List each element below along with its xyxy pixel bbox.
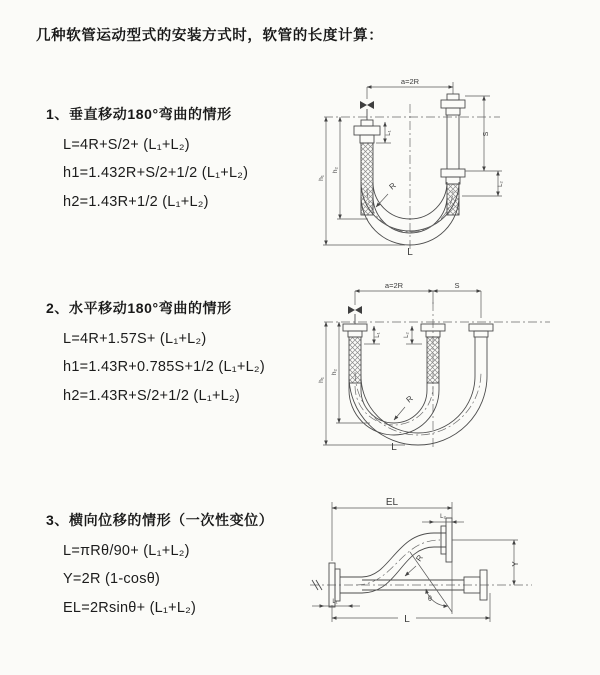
- diagram-lateral-displacement: [304, 494, 539, 629]
- dim-l1-label: L₁: [386, 130, 392, 136]
- diagram-vertical-180-bend: [308, 74, 558, 259]
- dim-h1-label: h₁: [318, 377, 325, 383]
- section-3-heading: 3、横向位移的情形（一次性变位）: [46, 512, 274, 528]
- dimension-l2: [404, 326, 422, 344]
- dim-s-label: S: [483, 131, 490, 137]
- section-1-heading: 1、垂直移动180°弯曲的情形: [46, 106, 232, 122]
- formula-l: L=4R+S/2+ (L₁+L₂): [63, 136, 190, 153]
- dimension-l2: [462, 171, 504, 196]
- radius-leader: [376, 181, 398, 207]
- radius-label: R: [404, 393, 415, 405]
- angle-theta-label: θ: [428, 596, 432, 603]
- dim-y-label: Y: [511, 561, 520, 567]
- section-1: [46, 104, 248, 210]
- section-3: [46, 510, 273, 616]
- left-pipe-flange: [354, 120, 380, 215]
- dimension-l2: [422, 514, 464, 522]
- radius-leader: [405, 553, 425, 576]
- formula-h1: h1=1.432R+S/2+1/2 (L₁+L₂): [63, 165, 249, 181]
- dim-l2-label: L₂: [404, 332, 410, 338]
- radius-leader: [394, 394, 415, 420]
- formula-l: L=4R+1.57S+ (L₁+L₂): [63, 330, 207, 347]
- dim-l-label: L: [404, 614, 410, 625]
- section-2: [46, 298, 265, 404]
- valve-icon: [348, 306, 362, 324]
- dim-l1-label: L₁: [375, 332, 381, 338]
- length-label: L: [391, 442, 397, 453]
- dim-l1-label: L₁: [332, 599, 338, 605]
- centerlines: [324, 104, 500, 250]
- dimension-el: [332, 497, 452, 614]
- centerline: [310, 580, 532, 590]
- right-pipe-flange: [469, 324, 493, 376]
- dimension-l: [332, 593, 490, 625]
- length-label: L: [407, 247, 413, 258]
- diagram-horizontal-180-bend: [310, 280, 565, 455]
- dim-l2-label: L₂: [498, 181, 504, 187]
- dim-l2-label: L₂: [440, 514, 446, 520]
- dimension-l1: [364, 326, 381, 344]
- formula-h2: h2=1.43R+S/2+1/2 (L₁+L₂): [63, 387, 240, 404]
- dimension-a2r: [355, 281, 481, 318]
- dim-el-label: EL: [385, 497, 399, 508]
- s-curve-hose-displaced: [356, 518, 452, 593]
- dimension-y: [452, 540, 520, 585]
- dim-a2r-label: a=2R: [384, 281, 404, 290]
- dim-s-label: S: [454, 281, 460, 290]
- radius-label: R: [387, 180, 398, 192]
- dim-a2r-label: a=2R: [400, 77, 420, 86]
- dimension-a2r: [367, 77, 453, 99]
- dimension-s: [433, 281, 481, 291]
- dim-h1-label: h₁: [318, 175, 325, 181]
- formula-h2: h2=1.43R+1/2 (L₁+L₂): [63, 193, 209, 210]
- formula-el: EL=2Rsinθ+ (L₁+L₂): [63, 599, 197, 616]
- page-title: 几种软管运动型式的安装方式时，软管的长度计算：: [36, 28, 384, 44]
- hose-u-bends: [349, 372, 487, 445]
- formula-l: L=πRθ/90+ (L₁+L₂): [63, 542, 190, 559]
- formula-y: Y=2R (1-cosθ): [63, 571, 161, 587]
- right-pipe-flanges: [441, 94, 465, 215]
- dimension-s: [465, 96, 502, 171]
- dimension-l1: [376, 122, 392, 143]
- dimension-l1: [312, 599, 360, 606]
- radius-label: R: [414, 553, 425, 564]
- dim-h2-label: h₂: [331, 368, 338, 376]
- section-2-heading: 2、水平移动180°弯曲的情形: [46, 300, 232, 316]
- formula-h1: h1=1.43R+0.785S+1/2 (L₁+L₂): [63, 359, 265, 375]
- dim-h2-label: h₂: [332, 166, 339, 174]
